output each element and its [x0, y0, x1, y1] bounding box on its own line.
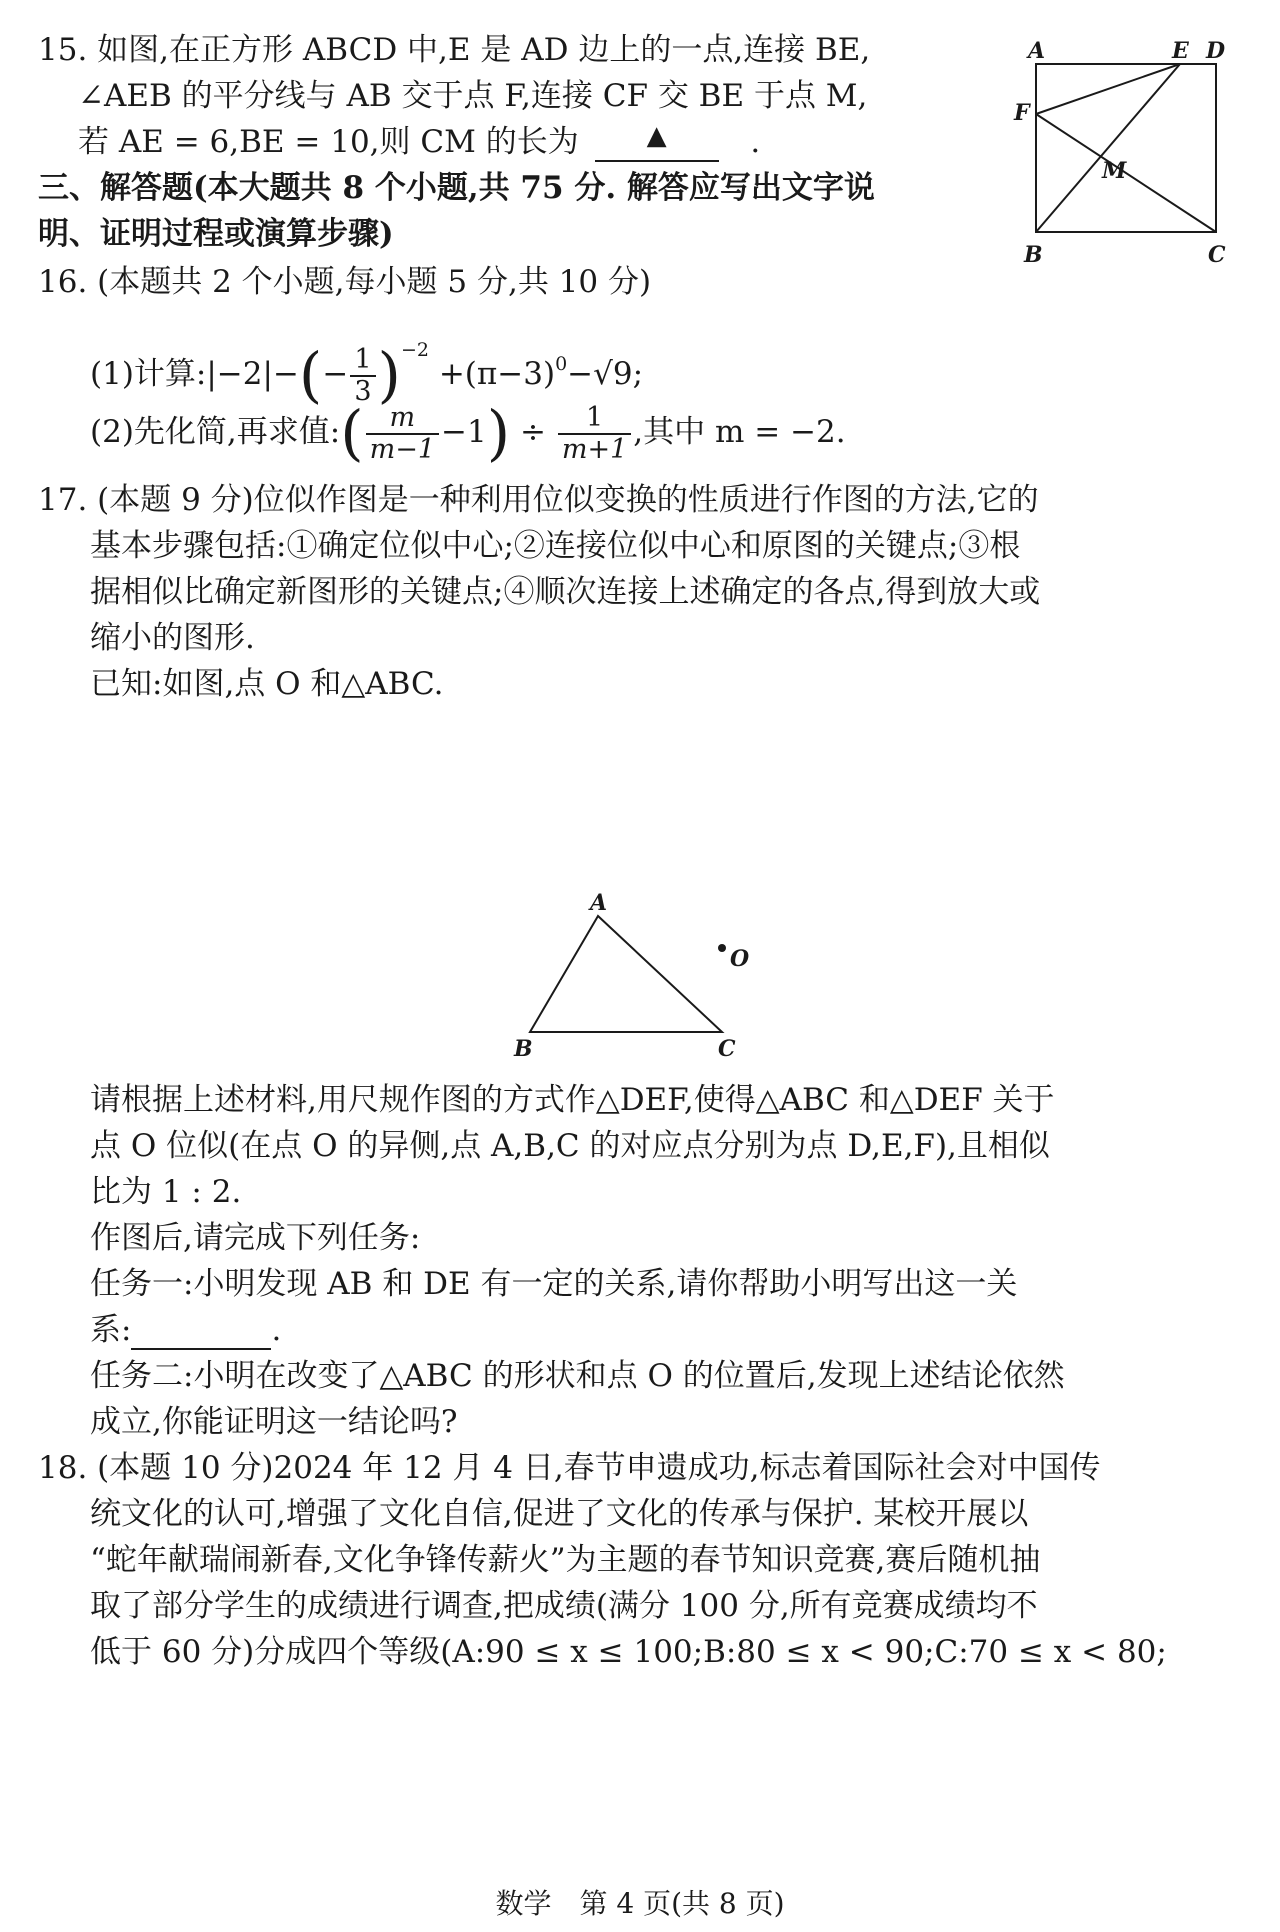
label-b: B [514, 1036, 533, 1062]
q18-line-1: 18. (本题 10 分)2024 年 12 月 4 日,春节申遗成功,标志着国际社会对中国传 [38, 1450, 1101, 1486]
label-f: F [1014, 100, 1030, 126]
q15-line-3-text: 若 AE = 6,BE = 10,则 CM 的长为 [78, 124, 579, 160]
exponent-zero: 0 [555, 353, 568, 375]
q16-p1-prefix: (1)计算:|−2|− [90, 356, 299, 392]
label-d: D [1206, 38, 1226, 64]
fraction-m-over-m-minus-1 [366, 403, 439, 465]
square-outline [1036, 64, 1216, 232]
fraction-numerator: 1 [354, 343, 372, 375]
q16-heading: 16. (本题共 2 个小题,每小题 5 分,共 10 分) [38, 264, 652, 300]
q16-p2-tail: ,其中 m = −2. [633, 414, 846, 450]
q17-line-9: 作图后,请完成下列任务: [90, 1220, 421, 1256]
exponent-neg-2: −2 [400, 339, 429, 361]
q15-line-2: ∠AEB 的平分线与 AB 交于点 F,连接 CF 交 BE 于点 M, [78, 78, 868, 114]
q16-p1-minus: − [322, 356, 349, 392]
right-paren: ) [377, 340, 401, 411]
label-c: C [718, 1036, 736, 1062]
q18-line-2: 统文化的认可,增强了文化自信,促进了文化的传承与保护. 某校开展以 [90, 1496, 1029, 1532]
point-o [718, 944, 726, 952]
q17-task-2-line-2: 成立,你能证明这一结论吗? [90, 1404, 458, 1440]
q17-line-5: 已知:如图,点 O 和△ABC. [90, 666, 444, 702]
q16-p2-prefix: (2)先化简,再求值: [90, 414, 341, 450]
label-o: O [730, 946, 750, 972]
q17-line-2: 基本步骤包括:①确定位似中心;②连接位似中心和原图的关键点;③根 [90, 528, 1021, 564]
q16-p2-minus-one: −1 [441, 414, 487, 450]
division-sign: ÷ [520, 414, 547, 450]
left-paren: ( [298, 340, 323, 411]
q17-line-8: 比为 1 : 2. [90, 1174, 242, 1210]
q17-line-7: 点 O 位似(在点 O 的异侧,点 A,B,C 的对应点分别为点 D,E,F),且相似 [90, 1128, 1050, 1164]
label-c: C [1208, 242, 1226, 268]
q17-line-4: 缩小的图形. [90, 620, 255, 656]
fraction-one-third [350, 345, 375, 407]
fraction-numerator: 1 [585, 401, 604, 433]
triangle-abc [530, 916, 722, 1032]
page-footer: 数学 第 4 页(共 8 页) [495, 1887, 785, 1920]
left-paren: ( [340, 398, 364, 469]
q17-line-6: 请根据上述材料,用尺规作图的方式作△DEF,使得△ABC 和△DEF 关于 [90, 1082, 1055, 1118]
q15-line-3 [78, 122, 760, 162]
q15-line-1: 15. 如图,在正方形 ABCD 中,E 是 AD 边上的一点,连接 BE, [38, 32, 871, 68]
answer-blank [131, 1318, 271, 1350]
q18-line-3: “蛇年献瑞闹新春,文化争锋传薪火”为主题的春节知识竞赛,赛后随机抽 [90, 1542, 1041, 1578]
q17-task-1-line-2 [90, 1310, 281, 1350]
q17-task-1-end: . [271, 1312, 282, 1348]
right-paren: ) [486, 398, 511, 469]
q18-line-5: 低于 60 分)分成四个等级(A:90 ≤ x ≤ 100;B:80 ≤ x < 90;C:70 ≤ x < 80; [90, 1634, 1167, 1670]
label-a: A [1028, 38, 1046, 64]
q16-part-2 [90, 398, 846, 469]
answer-blank [595, 121, 719, 162]
fraction-denominator: 3 [350, 375, 375, 407]
q16-p1-mid: +(π−3) [438, 356, 556, 392]
section-3-heading-line-2: 明、证明过程或演算步骤) [38, 216, 394, 252]
label-b: B [1024, 242, 1043, 268]
q17-task-2-line-1: 任务二:小明在改变了△ABC 的形状和点 O 的位置后,发现上述结论依然 [90, 1358, 1065, 1394]
q16-p1-tail: −√9; [567, 356, 644, 392]
q16-part-1 [90, 318, 644, 411]
q17-task-1-line-1: 任务一:小明发现 AB 和 DE 有一定的关系,请你帮助小明写出这一关 [90, 1266, 1018, 1302]
fraction-denominator: m+1 [558, 433, 631, 465]
q15-line-3-end: . [750, 124, 761, 160]
section-3-heading-line-1: 三、解答题(本大题共 8 个小题,共 75 分. 解答应写出文字说 [38, 170, 875, 206]
label-a: A [590, 890, 608, 916]
fraction-1-over-m-plus-1 [558, 403, 631, 465]
triangle-abc-figure [500, 890, 780, 1062]
square-abcd-figure [1010, 30, 1240, 280]
label-m: M [1102, 158, 1127, 184]
blank-triangle-icon: ▲ [646, 121, 667, 151]
q17-task-1-prefix: 系: [90, 1312, 132, 1348]
q18-line-4: 取了部分学生的成绩进行调查,把成绩(满分 100 分,所有竞赛成绩均不 [90, 1588, 1038, 1624]
q17-line-1: 17. (本题 9 分)位似作图是一种利用位似变换的性质进行作图的方法,它的 [38, 482, 1039, 518]
q17-line-3: 据相似比确定新图形的关键点;④顺次连接上述确定的各点,得到放大或 [90, 574, 1041, 610]
fraction-denominator: m−1 [366, 433, 439, 465]
label-e: E [1172, 38, 1189, 64]
fraction-numerator: m [389, 401, 416, 433]
